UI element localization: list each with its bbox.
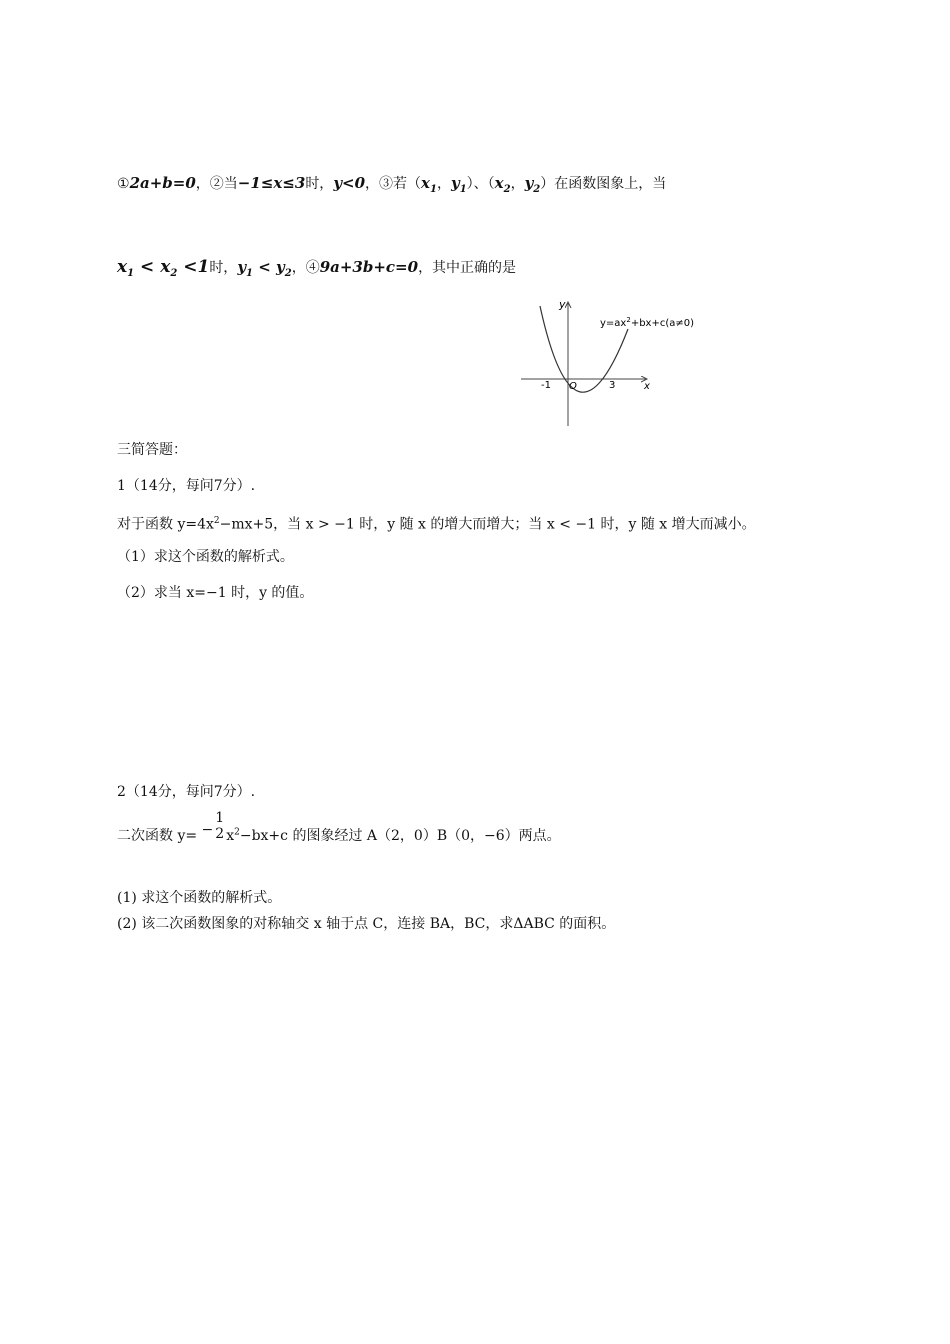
q1-stem-sup: 2 (213, 516, 220, 526)
text-seg: ， (436, 176, 451, 192)
q2-stem-a: 二次函数 y= (117, 828, 198, 844)
math-x1: x (421, 174, 430, 192)
statement-line-2 (117, 257, 516, 284)
math-y1: y (237, 258, 247, 276)
q2-stem-c: −bx+c 的图象经过 A（2，0）B（0，−6）两点。 (239, 828, 561, 844)
text-seg: ，其中正确的是 (418, 260, 517, 276)
q1-stem-b: −mx+5，当 x > −1 时，y 随 x 的增大而增大；当 x < −1 时，y 随 x 增大而减小。 (219, 516, 756, 533)
math-x1: x (117, 257, 128, 277)
text-seg: ，③若（ (365, 176, 422, 192)
text-seg: ，②当 (195, 176, 238, 192)
origin-label: O (569, 381, 577, 392)
circle-num-1: ① (117, 176, 130, 192)
math-y1: y (450, 174, 460, 192)
root-3-label: 3 (609, 380, 616, 391)
math-y2: y (276, 258, 285, 276)
frac-num: 1 (215, 810, 225, 826)
math-y1-sub: 1 (246, 267, 253, 279)
q2-stem-sup: 2 (234, 827, 240, 838)
q1-stem (117, 511, 756, 535)
math-x1-sub: 1 (127, 267, 135, 279)
q2-part1: (1) 求这个函数的解析式。 (117, 890, 282, 906)
math-x1-sub: 1 (430, 183, 437, 195)
q1-part2: （2）求当 x=−1 时，y 的值。 (117, 585, 314, 601)
parabola-graph (515, 296, 695, 432)
q2-stem-b: x (226, 828, 235, 844)
fraction-one-half (215, 810, 224, 842)
text-seg: ）在函数图象上，当 (540, 176, 667, 192)
math-y2-sub: 2 (284, 267, 292, 279)
math-lt-1: <1 (177, 257, 210, 277)
q2-header: 2（14分，每问7分）. (117, 784, 256, 800)
frac-den: 2 (215, 826, 225, 842)
math-lt: < (253, 258, 277, 276)
math-y2-sub: 2 (533, 183, 541, 195)
root-neg1-label: -1 (541, 380, 551, 391)
q2-part2: (2) 该二次函数图象的对称轴交 x 轴于点 C，连接 BA，BC，求ΔABC 的面积。 (117, 916, 616, 932)
x-axis-label: x (644, 381, 650, 392)
math-lt: < (134, 257, 161, 277)
text-seg: ， (510, 176, 525, 192)
q1-stem-a: 对于函数 y=4x (117, 516, 214, 533)
y-axis-label: y (559, 298, 566, 311)
math-y-lt-0: y<0 (333, 174, 366, 192)
math-y2: y (524, 174, 534, 192)
section-title: 三简答题： (117, 442, 187, 458)
q1-part1: （1）求这个函数的解析式。 (117, 549, 294, 565)
text-seg: 时， (305, 176, 334, 192)
text-seg: ，④ (291, 260, 320, 276)
math-x2: x (494, 174, 504, 192)
function-formula: $y=ax^2+bx+c(a\ne 0)$ (600, 316, 695, 329)
math-x2-sub: 2 (170, 267, 178, 279)
math-x-range: −1≤x≤3 (237, 174, 306, 192)
math-x2: x (160, 257, 171, 277)
q2-stem (117, 810, 561, 852)
q2-frac-sign: − (201, 822, 214, 838)
text-seg: 时， (209, 260, 238, 276)
statement-line-1 (117, 173, 666, 200)
math-2a-b: 2a+b=0 (129, 174, 196, 192)
q1-header: 1（14分，每问7分）. (117, 478, 256, 494)
math-x2-sub: 2 (503, 183, 511, 195)
text-seg: ）、（ (466, 176, 495, 192)
math-9a-3b-c: 9a+3b+c=0 (319, 258, 419, 276)
math-y1-sub: 1 (459, 183, 467, 195)
